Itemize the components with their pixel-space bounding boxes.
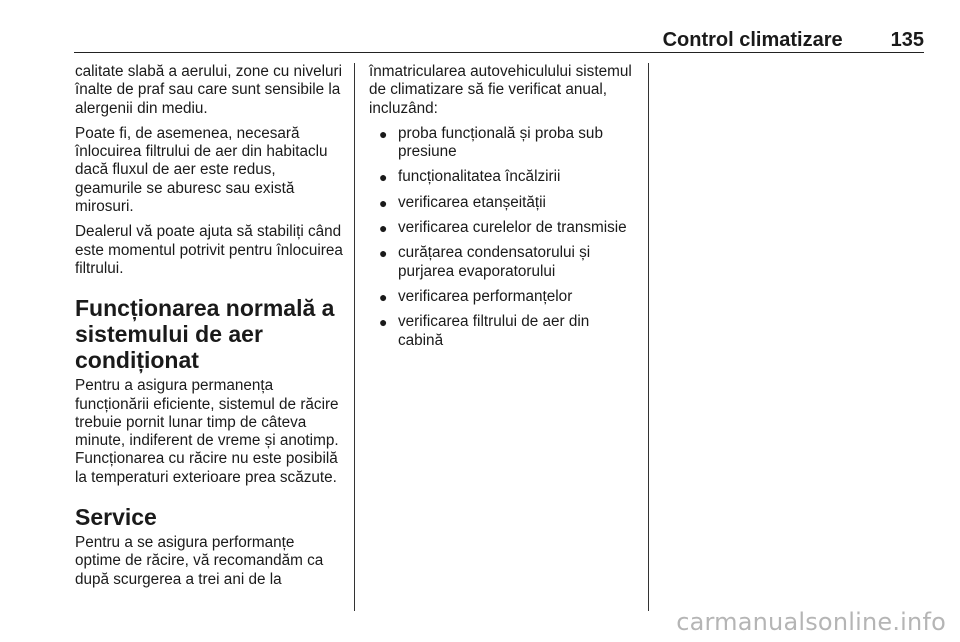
paragraph-inspection-intro: înmatricularea autovehiculului sistemul de climatizare să fie verificat anual, incluzând:: [369, 63, 632, 117]
watermark: carmanualsonline.info: [676, 608, 946, 636]
column-divider: [354, 63, 355, 611]
bullet-icon: ●: [379, 194, 388, 211]
paragraph-dealer: Dealerul vă poate ajuta să stabiliți când este momentul potrivit pentru înlocuirea filtrului.: [75, 223, 343, 277]
bullet-icon: ●: [379, 245, 388, 262]
page-header: [74, 22, 924, 53]
bullet-icon: ●: [379, 314, 388, 331]
list-item: ● curățarea condensatorului și purjarea evaporatorului: [369, 244, 637, 281]
list-item: ● proba funcțională și proba sub presiune: [369, 125, 637, 162]
bullet-icon: ●: [379, 125, 388, 142]
paragraph-filter-replacement: Poate fi, de asemenea, necesară înlocuirea filtrului de aer din habitaclu dacă fluxul de aer este redus, geamurile se aburesc sau există mirosuri.: [75, 124, 328, 216]
right-column: [369, 63, 637, 357]
paragraph-normal-operation: Pentru a asigura permanența funcționării eficiente, sistemul de răcire trebuie pornit lunar timp de câteva minute, indiferent de vreme și anotimp. Funcționarea cu răcire nu este posibilă la temperaturi exterioare prea scăzute.: [75, 377, 339, 486]
column-divider-right: [648, 63, 649, 611]
paragraph-service: Pentru a se asigura performanțe optime de răcire, vă recomandăm ca după scurgerea a trei ani de la: [75, 534, 324, 588]
bullet-icon: ●: [379, 169, 388, 186]
heading-service: Service: [75, 504, 157, 531]
list-item: ● verificarea filtrului de aer din cabină: [369, 313, 637, 350]
left-column: [75, 63, 343, 596]
list-item: ● verificarea curelelor de transmisie: [369, 219, 637, 237]
page-number: 135: [890, 29, 924, 51]
list-item: ● verificarea etanșeității: [369, 194, 637, 212]
bullet-icon: ●: [379, 220, 388, 237]
chapter-title: Control climatizare: [662, 29, 843, 51]
inspection-list: [369, 125, 637, 350]
bullet-icon: ●: [379, 288, 388, 305]
paragraph-air-quality: calitate slabă a aerului, zone cu niveluri înalte de praf sau care sunt sensibile la alergenii din mediu.: [75, 63, 343, 117]
list-item: ● verificarea performanțelor: [369, 288, 637, 306]
list-item: ● funcționalitatea încălzirii: [369, 168, 637, 186]
heading-normal-operation: Funcționarea normală a sistemului de aer condiționat: [75, 295, 335, 374]
